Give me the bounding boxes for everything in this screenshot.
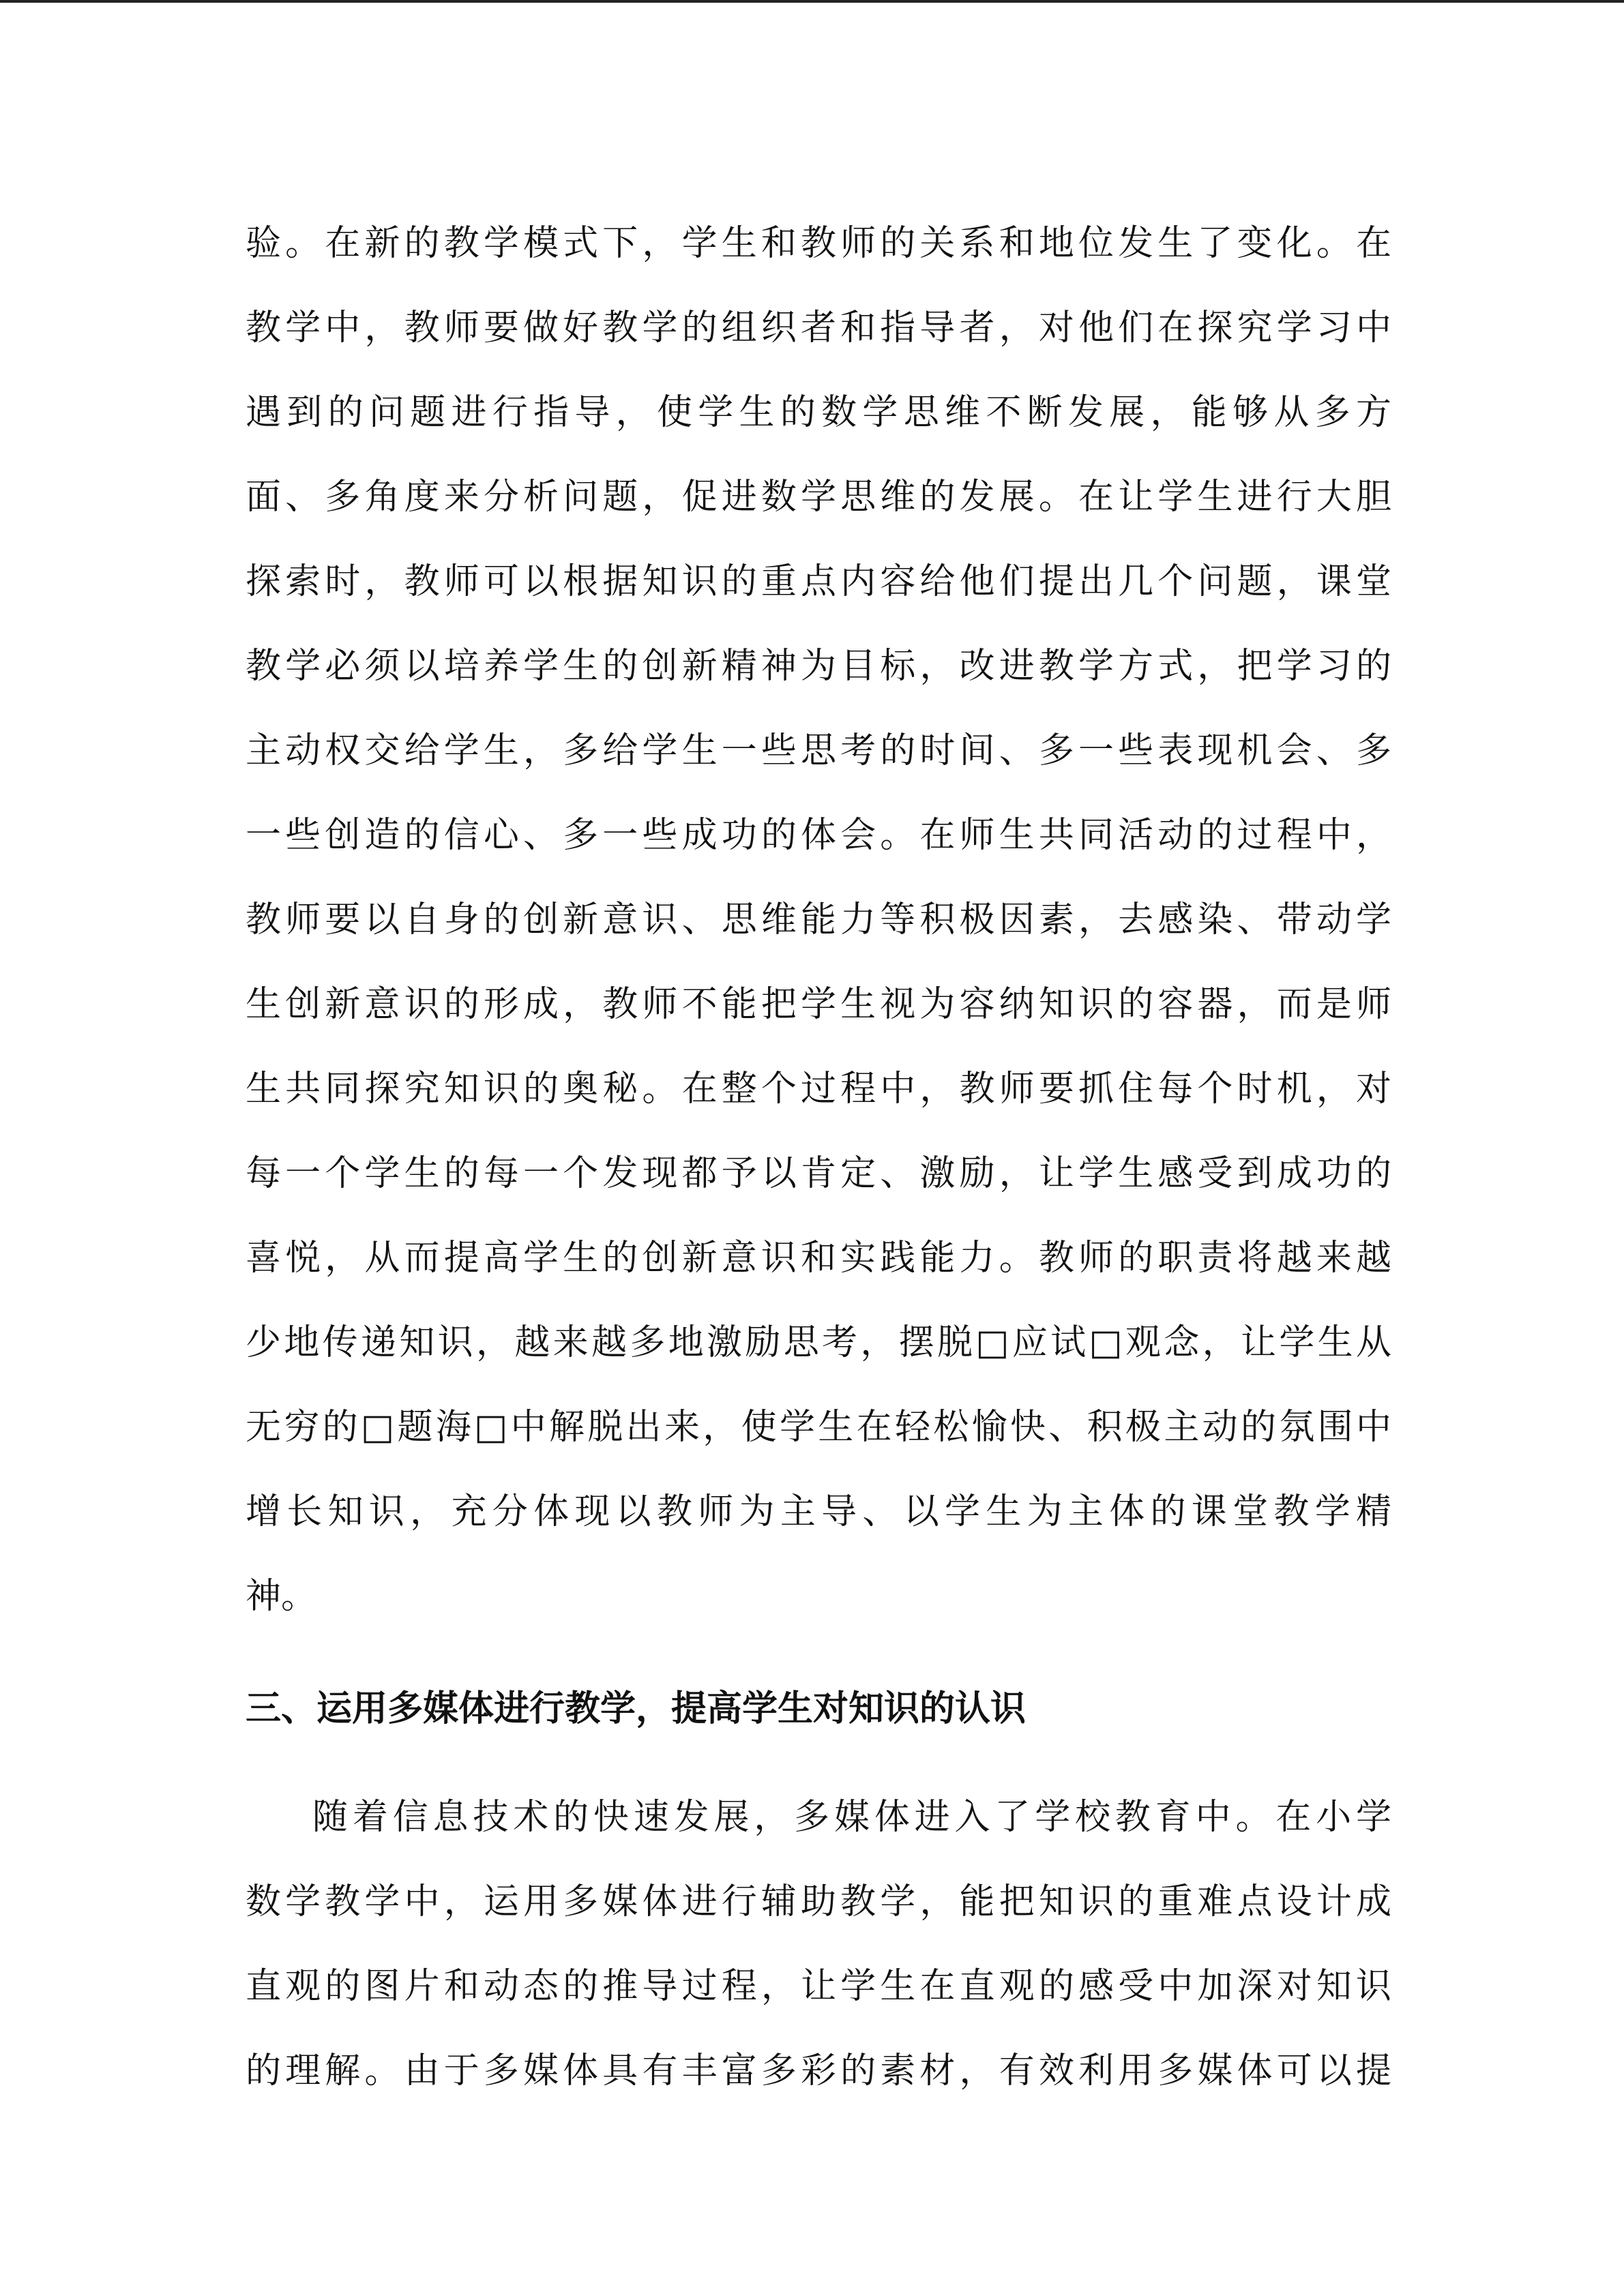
paragraph-line: 直观的图片和动态的推导过程，让学生在直观的感受中加深对知识 (246, 1966, 1391, 2007)
paragraph-line: 增长知识，充分体现以教师为主导、以学生为主体的课堂教学精 (246, 1491, 1391, 1532)
paragraph-line: 少地传递知识，越来越多地激励思考，摆脱□应试□观念，让学生从 (246, 1322, 1391, 1363)
paragraph-line: 主动权交给学生，多给学生一些思考的时间、多一些表现机会、多 (246, 730, 1391, 771)
paragraph-line: 教师要以自身的创新意识、思维能力等积极因素，去感染、带动学 (246, 899, 1391, 940)
paragraph-line: 数学教学中，运用多媒体进行辅助教学，能把知识的重难点设计成 (246, 1881, 1391, 1922)
paragraph-line: 神。 (246, 1576, 317, 1617)
paragraph-line: 每一个学生的每一个发现都予以肯定、激励，让学生感受到成功的 (246, 1153, 1391, 1194)
paragraph-line: 遇到的问题进行指导，使学生的数学思维不断发展，能够从多方 (246, 392, 1391, 433)
paragraph-line: 教学必须以培养学生的创新精神为目标，改进教学方式，把学习的 (246, 646, 1391, 687)
paragraph-line: 喜悦，从而提高学生的创新意识和实践能力。教师的职责将越来越 (246, 1238, 1391, 1279)
paragraph-line: 随着信息技术的快速发展，多媒体进入了学校教育中。在小学 (312, 1797, 1391, 1838)
paragraph-line: 生创新意识的形成，教师不能把学生视为容纳知识的容器，而是师 (246, 984, 1391, 1025)
paragraph-line: 探索时，教师可以根据知识的重点内容给他们提出几个问题，课堂 (246, 561, 1391, 602)
paragraph-line: 教学中，教师要做好教学的组织者和指导者，对他们在探究学习中 (246, 308, 1391, 348)
paragraph-line: 无穷的□题海□中解脱出来，使学生在轻松愉快、积极主动的氛围中 (246, 1407, 1391, 1448)
paragraph-line: 的理解。由于多媒体具有丰富多彩的素材，有效利用多媒体可以提 (246, 2051, 1391, 2091)
paragraph-line: 生共同探究知识的奥秘。在整个过程中，教师要抓住每个时机，对 (246, 1069, 1391, 1109)
paragraph-line: 验。在新的教学模式下，学生和教师的关系和地位发生了变化。在 (246, 223, 1391, 264)
section-heading: 三、运用多媒体进行教学，提高学生对知识的认识 (246, 1688, 1027, 1729)
paragraph-line: 一些创造的信心、多一些成功的体会。在师生共同活动的过程中， (246, 815, 1391, 856)
paragraph-line: 面、多角度来分析问题，促进数学思维的发展。在让学生进行大胆 (246, 477, 1391, 518)
